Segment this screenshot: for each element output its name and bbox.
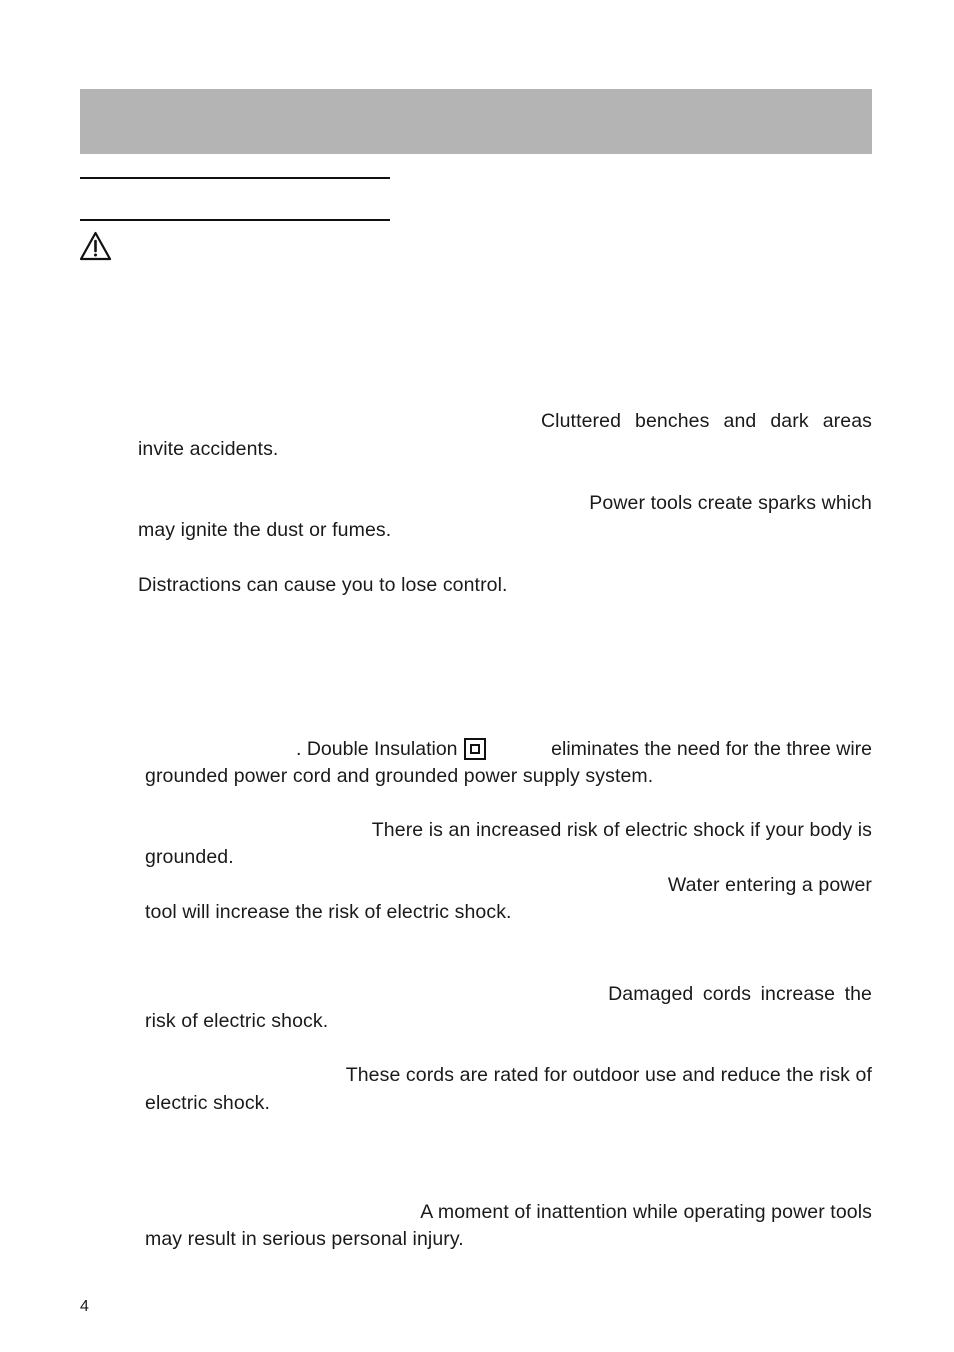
heading-rule-top [80,177,390,179]
warning-triangle-icon [79,231,112,261]
clutter-text [541,409,872,433]
insulation-lead: . Double Insulation [296,737,458,760]
cord-continued: risk of electric shock. [145,1010,329,1032]
page-number: 4 [80,1298,89,1315]
clutter-continued: invite accidents. [138,438,279,460]
water-text: Water entering a power [667,874,872,896]
double-insulation-symbol-icon [464,738,486,760]
sparks-text: Power tools create sparks which [589,492,872,514]
inattention-continued: may result in serious personal injury. [145,1228,464,1250]
clutter-word: dark [770,410,809,432]
insulation-tail: eliminates the need for the three wire [551,737,872,760]
water-continued: tool will increase the risk of electric shock. [145,901,512,923]
clutter-line [541,409,872,433]
sparks-continued: may ignite the dust or fumes. [138,519,392,541]
heading-rule-bottom [80,219,390,221]
distraction-text: Distractions can cause you to lose control. [138,574,508,596]
outdoor-text: These cords are rated for outdoor use and reduce the risk of [345,1064,872,1086]
grounded-continued: grounded. [145,846,234,868]
insulation-continued: grounded power cord and grounded power supply system. [145,765,654,787]
inattention-text: A moment of inattention while operating power tools [420,1201,872,1223]
insulation-line [296,736,872,762]
clutter-word: areas [822,410,872,432]
clutter-word: benches [635,410,710,432]
clutter-word: and [723,410,757,432]
grounded-text: There is an increased risk of electric shock if your body is [371,819,872,841]
outdoor-continued: electric shock. [145,1092,271,1114]
section-header-band [80,89,872,154]
clutter-word: Cluttered [541,410,622,432]
cord-text: Damaged cords increase the [608,983,872,1005]
